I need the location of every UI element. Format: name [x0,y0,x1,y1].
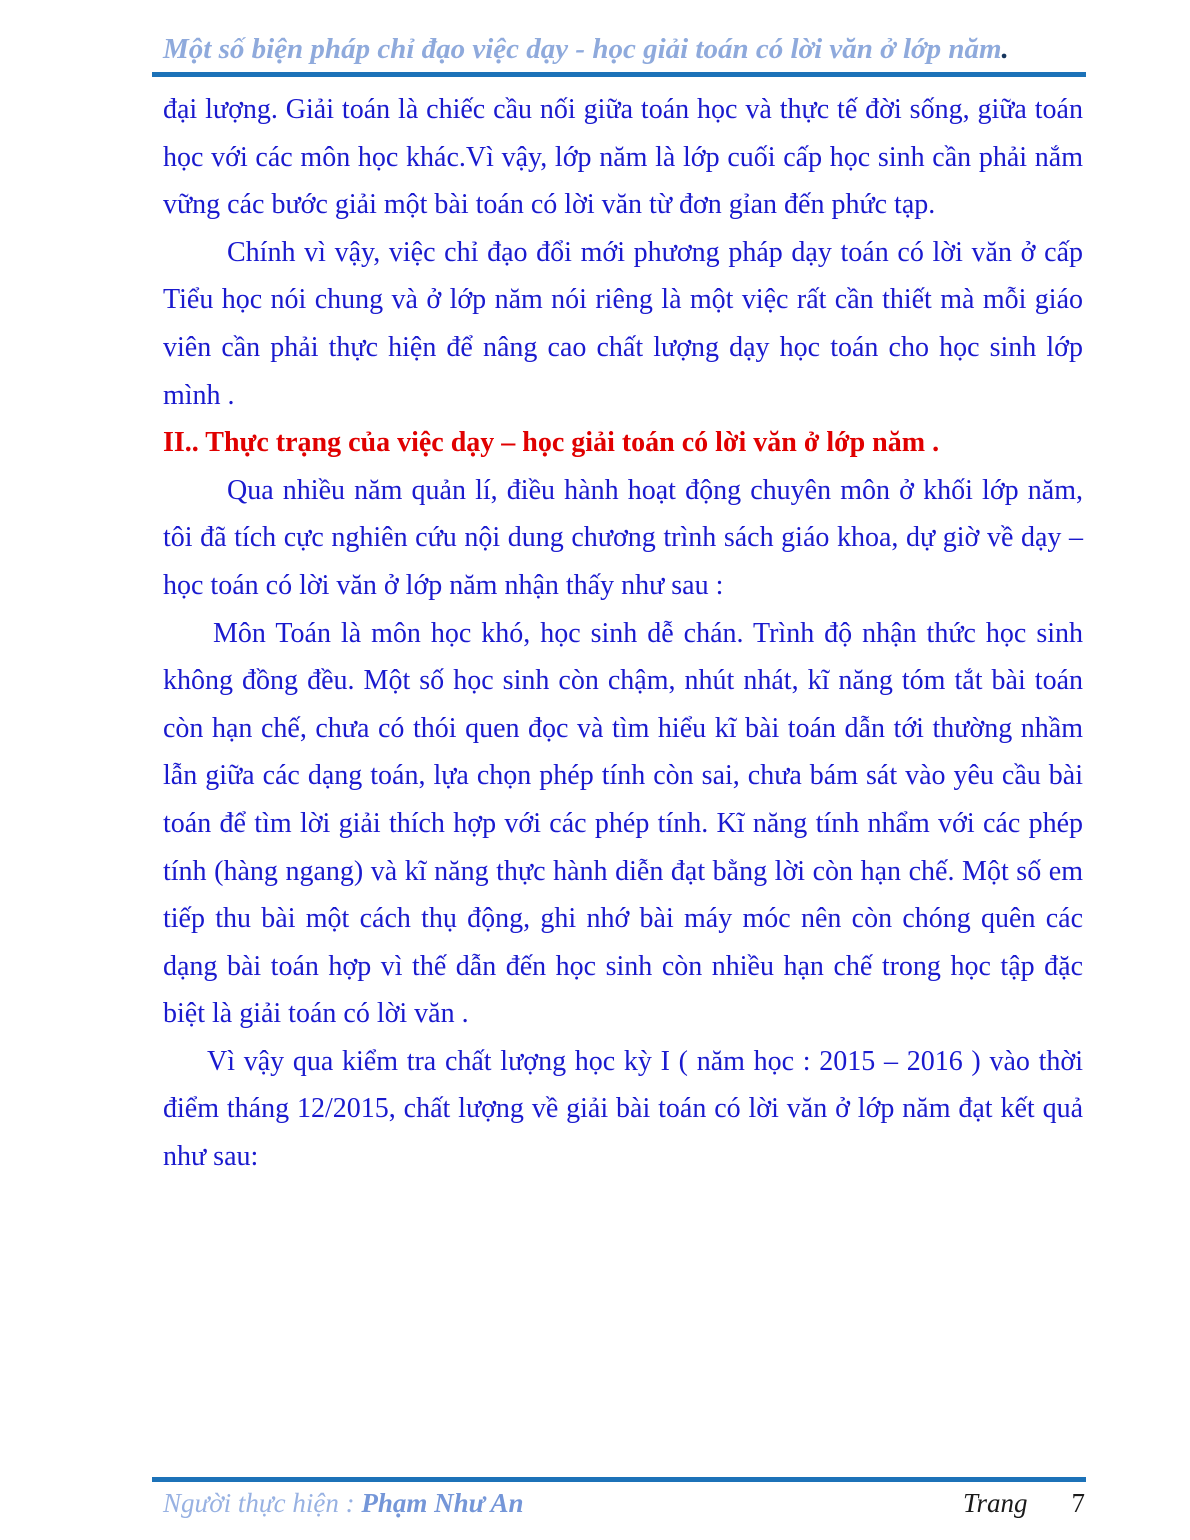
footer-page-info [963,1488,1085,1519]
body-paragraph: Môn Toán là môn học khó, học sinh dễ chán. Trình độ nhận thức học sinh không đồng đều. Một số học sinh còn chậm, nhút nhát, kĩ năng tóm tắt bài toán còn hạn chế, chưa có thói quen đọc và tìm hiểu kĩ bài toán dẫn tới thường nhầm lẫn giữa các dạng toán, lựa chọn phép tính còn sai, chưa bám sát vào yêu cầu bài toán để tìm lời giải thích hợp với các phép tính. Kĩ năng tính nhẩm với các phép tính (hàng ngang) và kĩ năng thực hành diễn đạt bằng lời còn hạn chế. Một số em tiếp thu bài một cách thụ động, ghi nhớ bài máy móc nên còn chóng quên các dạng bài toán hợp vì thế dẫn đến học sinh còn nhiều hạn chế trong học tập đặc biệt là giải toán có lời văn . [163,617,1083,1030]
header-rule [152,72,1086,77]
footer-rule [152,1477,1086,1482]
footer-credit-label: Người thực hiện : [163,1488,362,1518]
page-number: 7 [1071,1488,1085,1518]
footer-credit [163,1488,524,1519]
body-paragraph: Chính vì vậy, việc chỉ đạo đổi mới phương pháp dạy toán có lời văn ở cấp Tiểu học nói chung và ở lớp năm nói riêng là một việc rất cần thiết mà mỗi giáo viên cần phải thực hiện để nâng cao chất lượng dạy học toán cho học sinh lớp mình . [163,236,1083,411]
header-title-period: . [1001,33,1009,65]
page-footer [163,1488,1085,1519]
body-paragraph: Vì vậy qua kiểm tra chất lượng học kỳ I ( năm học : 2015 – 2016 ) vào thời điểm tháng 12/2015, chất lượng về giải bài toán có lời văn ở lớp năm đạt kết quả như sau: [163,1045,1083,1173]
body-paragraph: Qua nhiều năm quản lí, điều hành hoạt động chuyên môn ở khối lớp năm, tôi đã tích cực nghiên cứu nội dung chương trình sách giáo khoa, dự giờ về dạy – học toán có lời văn ở lớp năm nhận thấy như sau : [163,474,1083,601]
footer-author-name: Phạm Như An [361,1488,524,1518]
header-title: Một số biện pháp chỉ đạo việc dạy - học giải toán có lời văn ở lớp năm [163,33,1002,65]
section-heading: II.. Thực trạng của việc dạy – học giải toán có lời văn ở lớp năm . [163,427,940,459]
body-paragraph: đại lượng. Giải toán là chiếc cầu nối giữa toán học và thực tế đời sống, giữa toán học với các môn học khác.Vì vậy, lớp năm là lớp cuối cấp học sinh cần phải nắm vững các bước giải một bài toán có lời văn từ đơn gỉan đến phức tạp. [163,94,1083,221]
page-header [163,33,1085,66]
page-word-label: Trang [962,1488,1028,1518]
document-body [163,86,1083,1181]
